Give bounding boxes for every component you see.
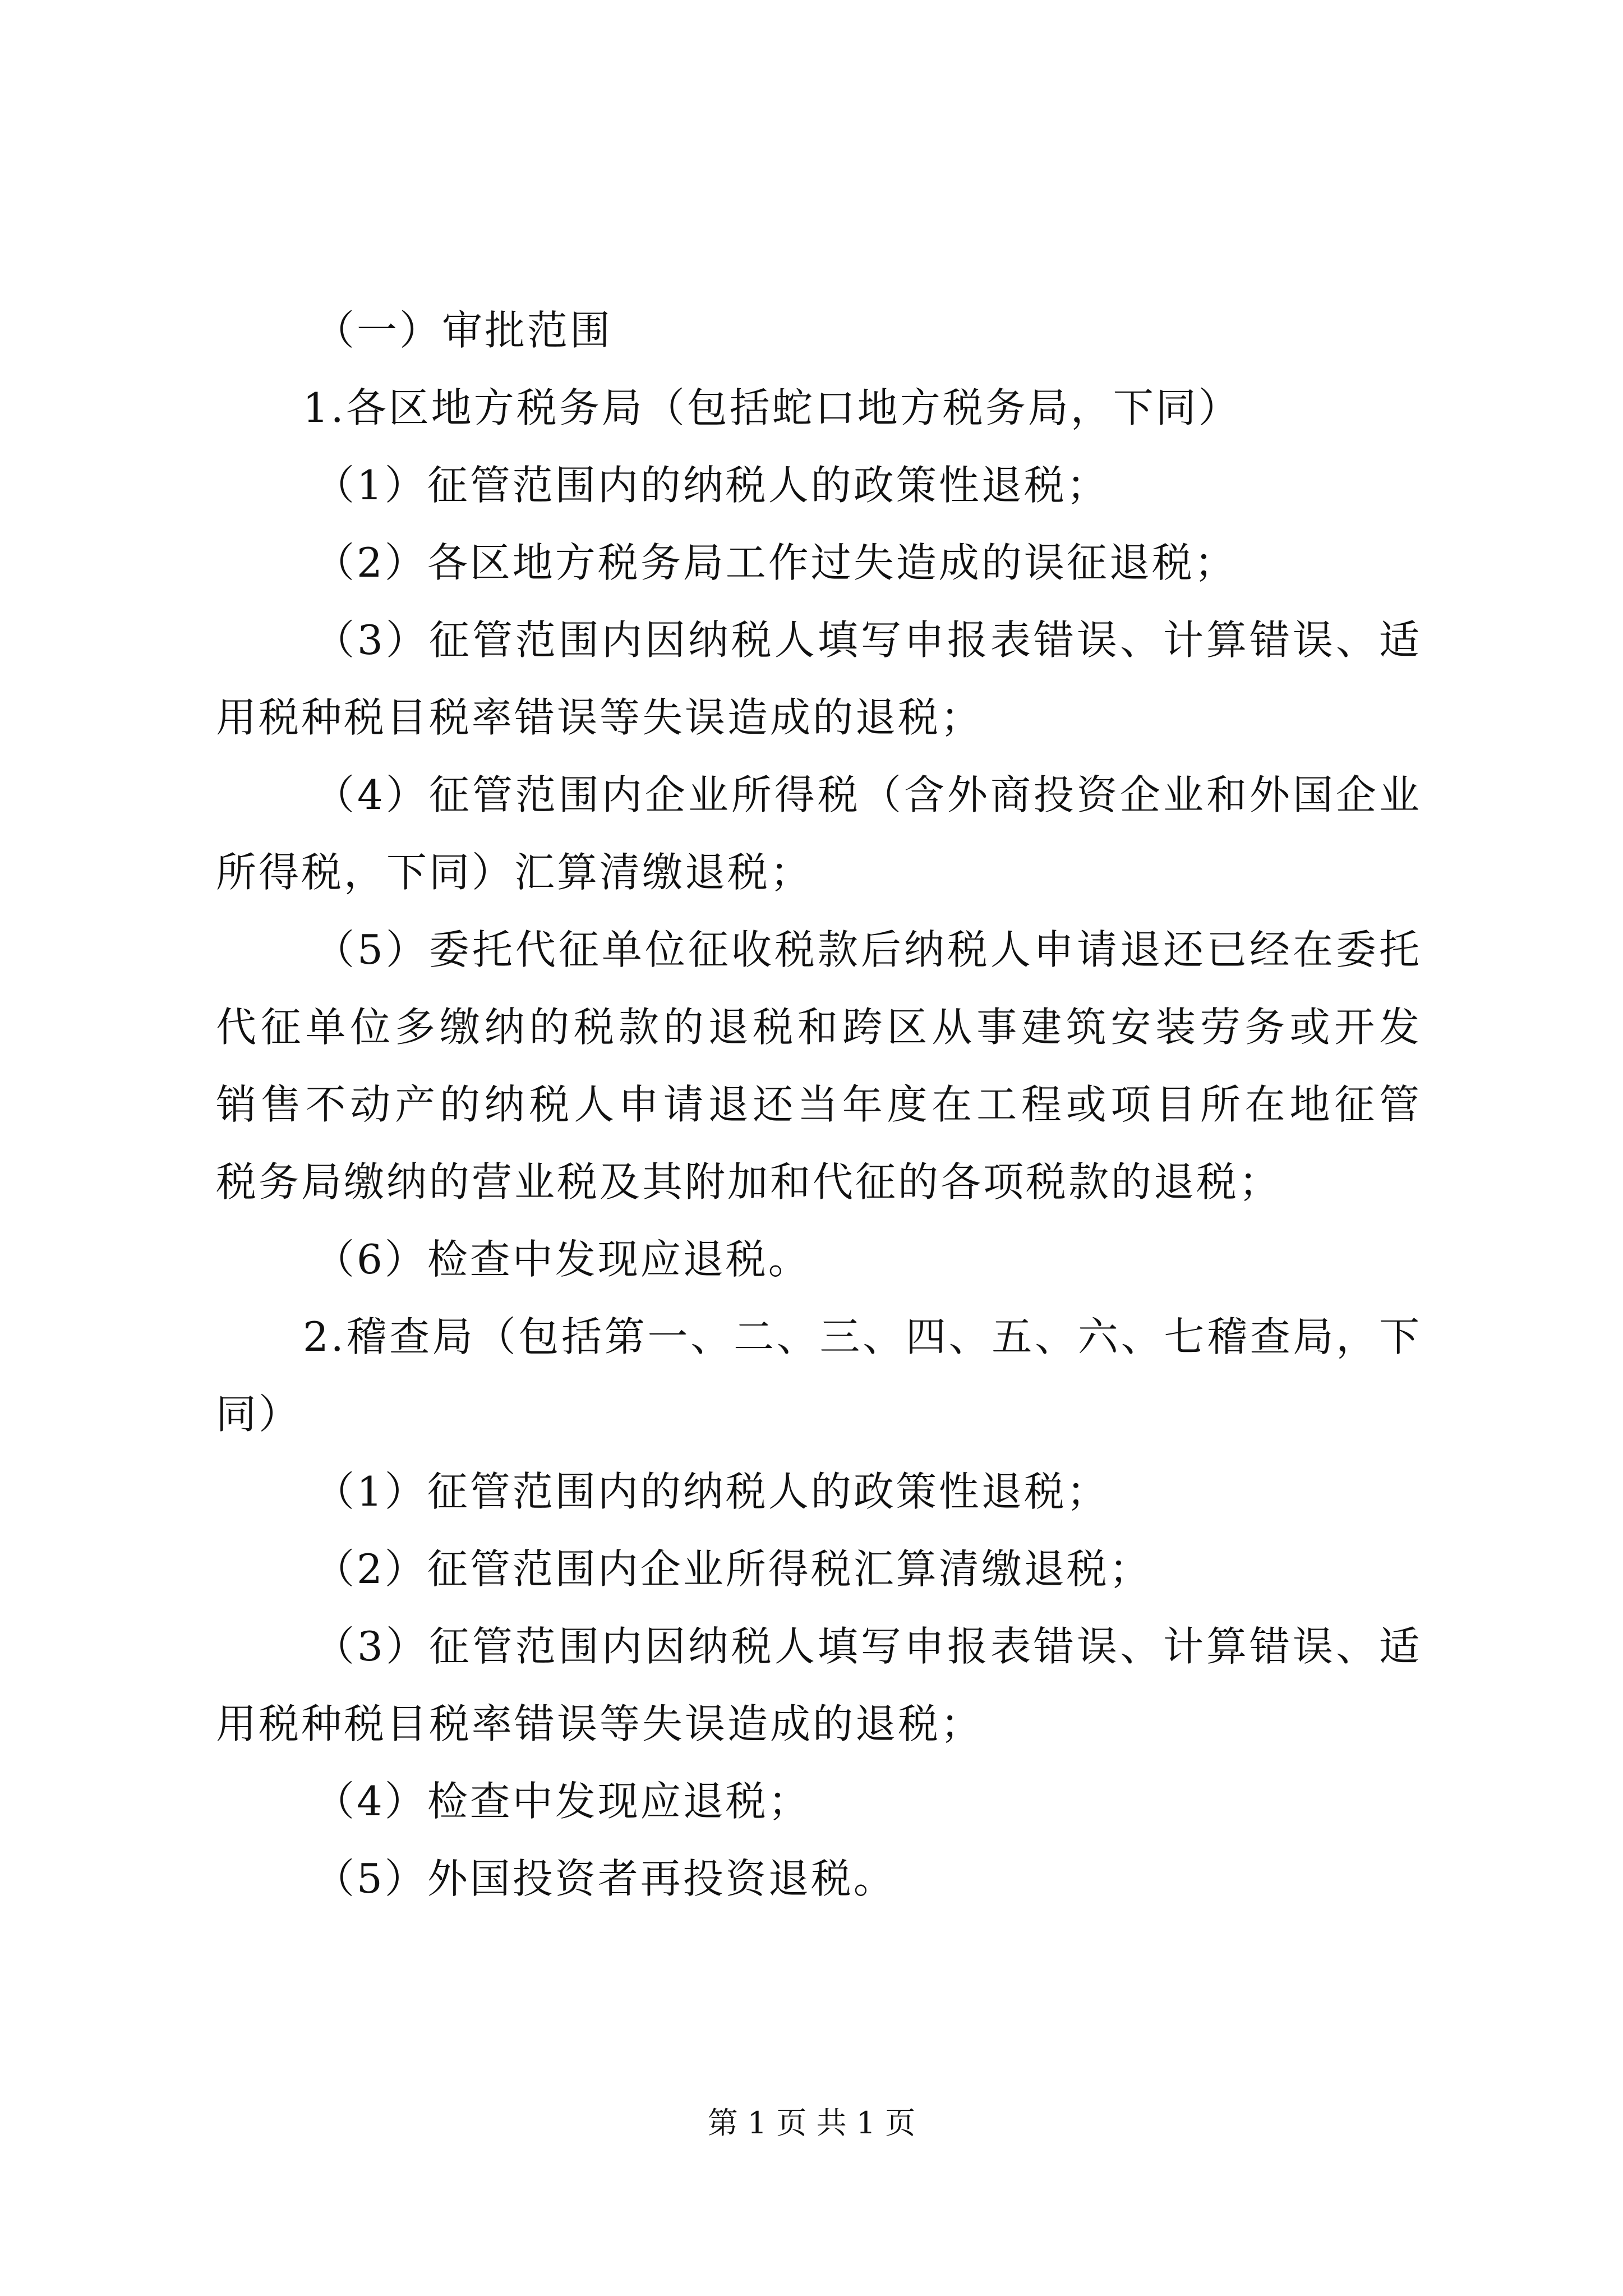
list-item: （4）检查中发现应退税； [314,1778,811,1825]
subsection-heading-continuation: 同） [216,1391,302,1438]
list-item: （2）征管范围内企业所得税汇算清缴退税； [314,1545,1152,1593]
list-item-continuation: 销售不动产的纳税人申请退还当年度在工程或项目所在地征管 [216,1081,1422,1128]
subsection-heading: 1.各区地方税务局（包括蛇口地方税务局，下同） [303,384,1241,431]
list-item: （3）征管范围内因纳税人填写申报表错误、计算错误、适 [314,616,1422,664]
list-item: （1）征管范围内的纳税人的政策性退税； [314,1468,1109,1515]
list-item-continuation: 用税种税目税率错误等失误造成的退税； [216,1700,984,1747]
section-heading: （一）审批范围 [314,307,613,354]
list-item: （4）征管范围内企业所得税（含外商投资企业和外国企业 [314,771,1422,818]
list-item-continuation: 所得税，下同）汇算清缴退税； [216,849,813,896]
document-body [216,292,1422,1917]
list-item: （5）委托代征单位征收税款后纳税人申请退还已经在委托 [314,926,1422,973]
list-item: （6）检查中发现应退税。 [314,1236,811,1283]
page-number-footer: 第 1 页 共 1 页 [707,2105,916,2141]
list-item: （1）征管范围内的纳税人的政策性退税； [314,462,1109,509]
list-item: （5）外国投资者再投资退税。 [314,1855,896,1902]
list-item-continuation: 代征单位多缴纳的税款的退税和跨区从事建筑安装劳务或开发 [216,1004,1422,1051]
list-item-continuation: 税务局缴纳的营业税及其附加和代征的各项税款的退税； [216,1158,1282,1205]
list-item: （3）征管范围内因纳税人填写申报表错误、计算错误、适 [314,1623,1422,1670]
list-item: （2）各区地方税务局工作过失造成的误征退税； [314,539,1237,586]
subsection-heading: 2.稽查局（包括第一、二、三、四、五、六、七稽查局，下 [303,1313,1422,1360]
list-item-continuation: 用税种税目税率错误等失误造成的退税； [216,694,984,741]
